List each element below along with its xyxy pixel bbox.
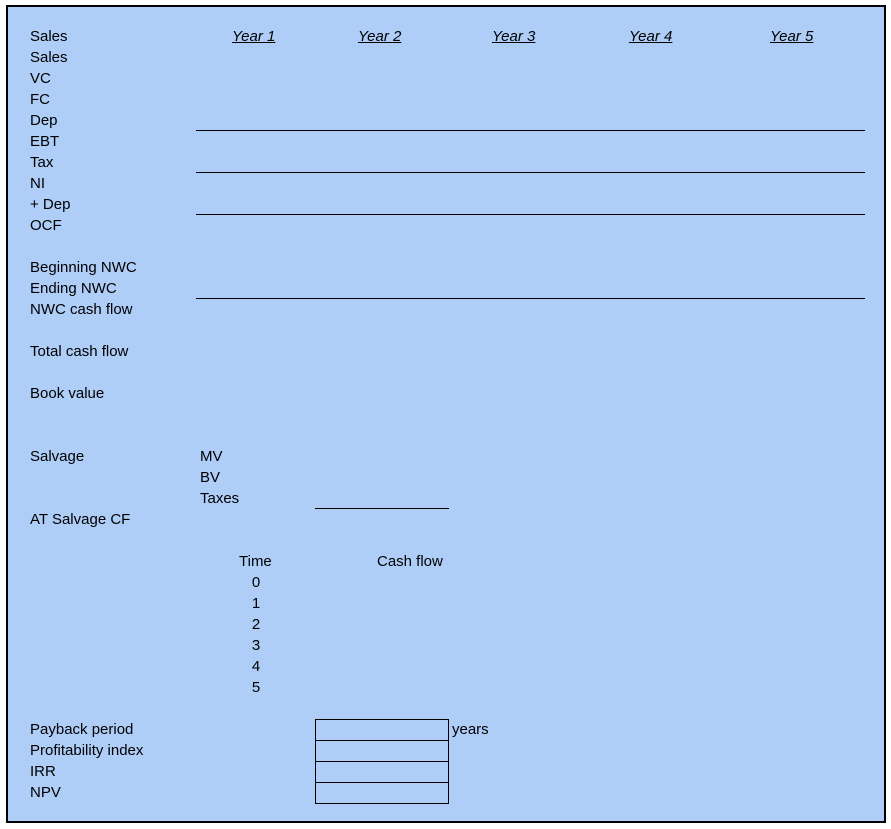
profitability-index-input[interactable] (315, 740, 449, 762)
time-row: 4 (251, 658, 261, 675)
irr-input[interactable] (315, 761, 449, 783)
time-row: 0 (251, 574, 261, 591)
irr-label: IRR (30, 763, 56, 780)
profitability-index-label: Profitability index (30, 742, 144, 759)
year-4-header: Year 4 (629, 28, 673, 45)
time-row: 1 (251, 595, 261, 612)
ni-row-label: NI (30, 175, 45, 192)
salvage-label: Salvage (30, 448, 85, 465)
vc-row-label: VC (30, 70, 51, 87)
ocf-divider (196, 214, 865, 215)
at-salvage-cf-label: AT Salvage CF (30, 511, 131, 528)
ending-nwc-label: Ending NWC (30, 280, 117, 297)
book-value-label: Book value (30, 385, 105, 402)
payback-years-unit: years (452, 721, 489, 738)
worksheet-panel (6, 5, 886, 823)
total-cash-flow-label: Total cash flow (30, 343, 129, 360)
year-3-header: Year 3 (492, 28, 536, 45)
ebt-divider (196, 130, 865, 131)
payback-period-label: Payback period (30, 721, 134, 738)
payback-period-input[interactable] (315, 719, 449, 741)
mv-label: MV (200, 448, 223, 465)
nwc-divider (196, 298, 865, 299)
nwc-cash-flow-label: NWC cash flow (30, 301, 133, 318)
year-2-header: Year 2 (358, 28, 402, 45)
time-header: Time (239, 553, 272, 570)
bv-label: BV (200, 469, 221, 486)
salvage-divider (315, 508, 449, 509)
ocf-row-label: OCF (30, 217, 62, 234)
year-1-header: Year 1 (232, 28, 276, 45)
time-row: 2 (251, 616, 261, 633)
plus-dep-row-label: + Dep (30, 196, 71, 213)
ni-divider (196, 172, 865, 173)
ebt-row-label: EBT (30, 133, 60, 150)
cash-flow-header: Cash flow (377, 553, 443, 570)
npv-label: NPV (30, 784, 61, 801)
sales-header-label: Sales (30, 28, 68, 45)
taxes-label: Taxes (200, 490, 240, 507)
fc-row-label: FC (30, 91, 50, 108)
beginning-nwc-label: Beginning NWC (30, 259, 137, 276)
dep-row-label: Dep (30, 112, 58, 129)
tax-row-label: Tax (30, 154, 54, 171)
time-row: 5 (251, 679, 261, 696)
npv-input[interactable] (315, 782, 449, 804)
sales-row-label: Sales (30, 49, 68, 66)
year-5-header: Year 5 (770, 28, 814, 45)
time-row: 3 (251, 637, 261, 654)
